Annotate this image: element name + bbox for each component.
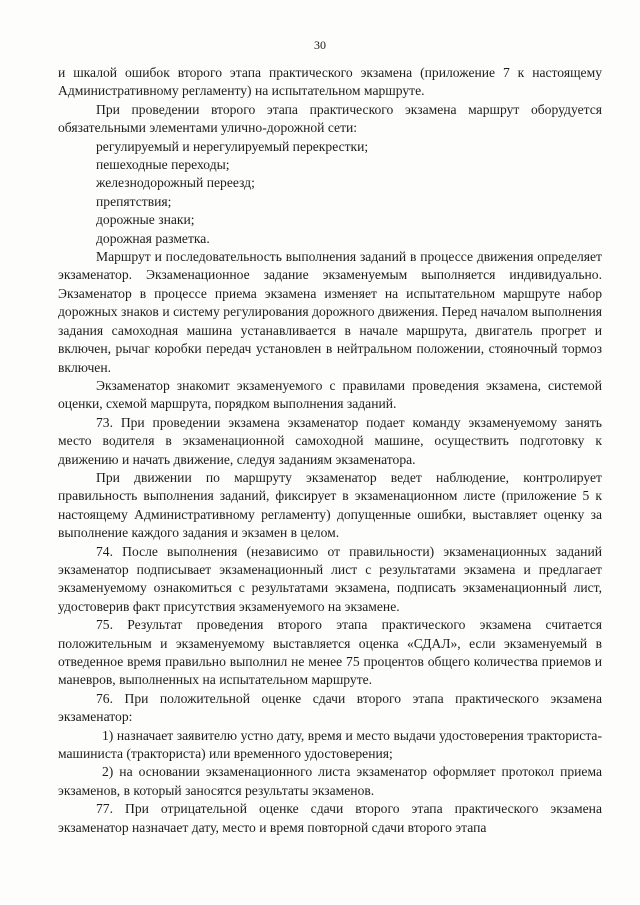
- route-element-item: железнодорожный переезд;: [96, 175, 255, 191]
- item-76-1: 1) назначает заявителю устно дату, время и место выдачи удостоверения тракториста-машиниста (тракториста) или временного удостоверения;: [58, 727, 602, 762]
- item-75: 75. Результат проведения второго этапа практического экзамена считается положительным и экзаменуемому выставляется оценка «СДАЛ», если экзаменуемый в отведенное время правильно выполнил не менее 75 процентов общего количества приемов и маневров, выполненных на испытательном маршруте.: [58, 617, 602, 688]
- paragraph-observation: При движении по маршруту экзаменатор ведет наблюдение, контролирует правильность выполнения заданий, фиксирует в экзаменационном листе (приложение 5 к настоящему Административному регламенту) допущенные ошибки, выставляет оценку за выполнение каждого задания и экзамен в целом.: [58, 469, 602, 541]
- route-element-item: дорожная разметка.: [96, 230, 210, 246]
- opening-line: и шкалой ошибок второго этапа практического экзамена (приложение 7 к настоящему Административному регламенту) на испытательном маршруте.: [58, 65, 602, 99]
- route-element-item: пешеходные переходы;: [96, 157, 230, 173]
- route-elements-list: [58, 138, 602, 248]
- route-element-item: регулируемый и нерегулируемый перекрестки;: [96, 138, 369, 154]
- page-number: 30: [314, 38, 326, 52]
- route-element-item: препятствия;: [96, 193, 172, 209]
- item-74: 74. После выполнения (независимо от правильности) экзаменационных заданий экзаменатор подписывает экзаменационный лист с результатами экзамена и предлагает экзаменуемому ознакомиться с результатами экзамена, подписать экзаменационный лист, удостоверив факт присутствия экзаменуемого на экзамене.: [58, 543, 602, 614]
- item-76: 76. При положительной оценке сдачи второго этапа практического экзамена экзаменатор:: [58, 690, 602, 725]
- paragraph-familiarize: Экзаменатор знакомит экзаменуемого с правилами проведения экзамена, системой оценки, схемой маршрута, порядком выполнения заданий.: [58, 377, 602, 412]
- route-intro: При проведении второго этапа практического экзамена маршрут оборудуется обязательными элементами улично-дорожной сети:: [58, 101, 602, 136]
- document-body: [58, 64, 602, 837]
- item-76-2: 2) на основании экзаменационного листа экзаменатор оформляет протокол приема экзаменов, в который заносятся результаты экзаменов.: [58, 764, 602, 798]
- item-73: 73. При проведении экзамена экзаменатор подает команду экзаменуемому занять место водителя в экзаменационной самоходной машине, осуществить подготовку к движению и начать движение, следуя заданиям экзаменатора.: [58, 414, 602, 467]
- item-77: 77. При отрицательной оценке сдачи второго этапа практического экзамена экзаменатор назначает дату, место и время повторной сдачи второго этапа: [58, 801, 602, 835]
- route-element-item: дорожные знаки;: [96, 212, 195, 228]
- paragraph-route-sequence: Маршрут и последовательность выполнения заданий в процессе движения определяет экзаменатор. Экзаменационное задание экзаменуемым выполняется индивидуально. Экзаменатор в процессе приема экзамена изменяет на испытательном маршруте набор дорожных знаков и систему регулирования дорожного движения. Перед началом выполнения задания самоходная машина устанавливается в начале маршрута, двигатель прогрет и включен, рычаг коробки передач установлен в нейтральном положении, стояночный тормоз включен.: [58, 249, 602, 375]
